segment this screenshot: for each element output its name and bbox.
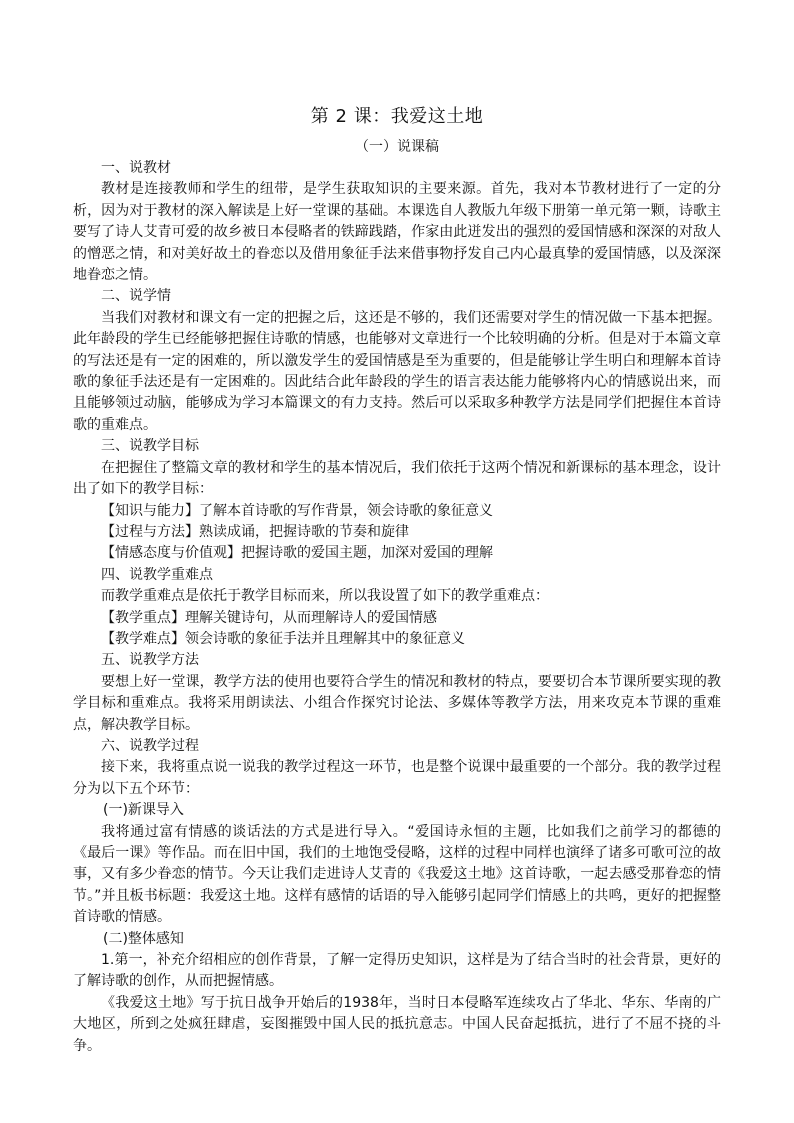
section-heading: 六、说教学过程 [101,737,199,754]
subsection-heading: (二)整体感知 [103,930,184,947]
document-body [73,158,721,1057]
paragraph: 我将通过富有情感的谈话法的方式是进行导入。“爱国诗永恒的主题，比如我们之前学习的都德的《最后一课》等作品。而在旧中国，我们的土地饱受侵略，这样的过程中同样也演绎了诸多可歌可泣的故事，又有多少眷恋的情节。今天让我们走进诗人艾青的《我爱这土地》这首诗歌，一起去感受那眷恋的情节。”并且板书标题：我爱这土地。这样有感情的话语的导入能够引起同学们情感上的共鸣，更好的把握整首诗歌的情感。 [73,823,721,926]
paragraph: 【过程与方法】熟读成诵，把握诗歌的节奏和旋律 [101,523,409,540]
paragraph: 1.第一，补充介绍相应的创作背景，了解一定得历史知识，这样是为了结合当时的社会背景，更好的了解诗歌的创作，从而把握情感。 [73,952,721,990]
paragraph: 接下来，我将重点说一说我的教学过程这一环节，也是整个说课中最重要的一个部分。我的教学过程分为以下五个环节： [73,759,721,797]
paragraph: 【知识与能力】了解本首诗歌的写作背景，领会诗歌的象征意义 [101,502,493,519]
paragraph: 而教学重难点是依托于教学目标而来，所以我设置了如下的教学重难点： [101,588,549,605]
section-heading: 二、说学情 [101,288,171,305]
paragraph: 在把握住了整篇文章的教材和学生的基本情况后，我们依托于这两个情况和新课标的基本理念，设计出了如下的教学目标： [73,459,721,498]
document-title: 第 2 课：我爱这土地 [310,106,484,127]
section-heading: 四、说教学重难点 [101,566,213,583]
paragraph: 【情感态度与价值观】把握诗歌的爱国主题，加深对爱国的理解 [101,545,493,562]
section-heading: 五、说教学方法 [101,652,199,669]
paragraph: 《我爱这土地》写于抗日战争开始后的1938年，当时日本侵略军连续攻占了华北、华东、华南的广大地区，所到之处疯狂肆虐，妄图摧毁中国人民的抵抗意志。中国人民奋起抵抗，进行了不屈不挠的斗争。 [73,994,721,1054]
paragraph: 【教学重点】理解关键诗句，从而理解诗人的爱国情感 [101,609,437,626]
document-subtitle: （一）说课稿 [355,139,439,155]
subsection-heading: (一)新课导入 [103,802,184,819]
paragraph: 【教学难点】领会诗歌的象征手法并且理解其中的象征意义 [101,630,465,647]
section-heading: 一、说教材 [101,160,171,176]
paragraph: 教材是连接教师和学生的纽带，是学生获取知识的主要来源。首先，我对本节教材进行了一定的分析，因为对于教材的深入解读是上好一堂课的基础。本课选自人教版九年级下册第一单元第一颗，诗歌主要写了诗人艾青可爱的故乡被日本侵略者的铁蹄践踏，作家由此迸发出的强烈的爱国情感和深深的对敌人的憎恶之情，和对美好故土的眷恋以及借用象征手法来借事物抒发自己内心最真挚的爱国情感，以及深深地眷恋之情。 [73,181,721,284]
paragraph: 要想上好一堂课，教学方法的使用也要符合学生的情况和教材的特点，要要切合本节课所要实现的教学目标和重难点。我将采用朗读法、小组合作探究讨论法、多媒体等教学方法，用来攻克本节课的重难点，解决教学目标。 [73,673,721,733]
document-page [73,104,721,1057]
paragraph: 当我们对教材和课文有一定的把握之后，这还是不够的，我们还需要对学生的情况做一下基本把握。此年龄段的学生已经能够把握住诗歌的情感，也能够对文章进行一个比较明确的分析。但是对于本篇文章的写法还是有一定的困难的，所以激发学生的爱国情感是至为重要的，但是能够让学生明白和理解本首诗歌的象征手法还是有一定困难的。因此结合此年龄段的学生的语言表达能力能够将内心的情感说出来，而且能够领过动脑，能够成为学习本篇课文的有力支持。然后可以采取多种教学方法是同学们把握住本首诗歌的重难点。 [73,309,721,433]
section-heading: 三、说教学目标 [101,438,199,455]
